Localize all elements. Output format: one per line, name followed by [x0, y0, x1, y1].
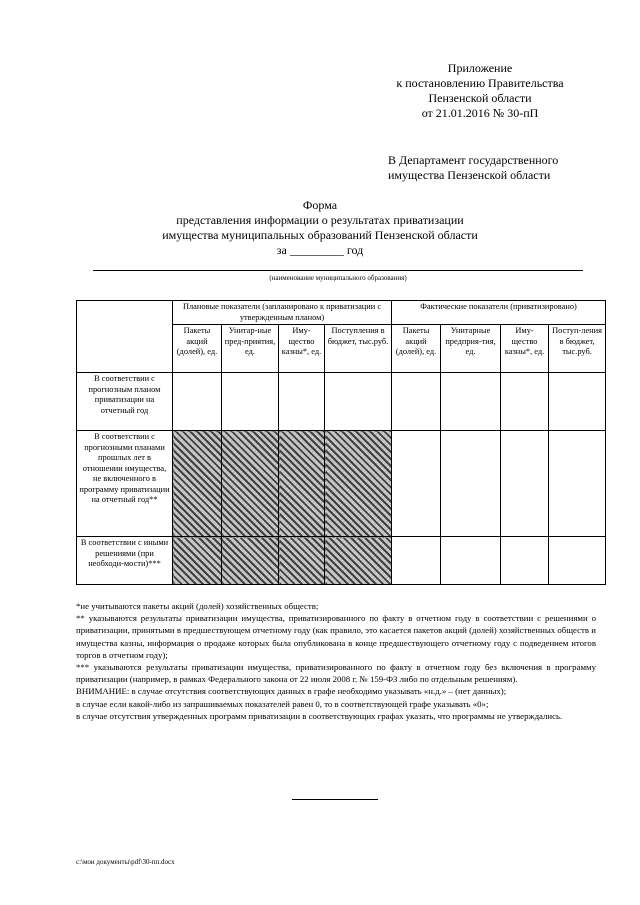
footnotes — [76, 600, 596, 722]
privatization-table — [76, 300, 606, 585]
note-zero-values: в случае если какой-либо из запрашиваемых показателей равен 0, то в соответствующей графе указывать «0»; — [76, 698, 489, 709]
title-line-1: Форма — [302, 198, 338, 212]
note-previous-decisions: ** указываются результаты приватизации имущества, приватизированного по факту в отчетном году в соответствии с решениями о приватизации, принятыми в предшествующем отчетному году (как правило, это касается пакетов акций (долей) хозяйственных обществ и имущества казны, информация о продаже которых была опубликована в конце предшествующего отчетному году с подведением итогов торгов в отчетном году); — [76, 613, 596, 660]
cell-hatched — [173, 537, 222, 585]
title-line-2: представления информации о результатах приватизации — [176, 213, 464, 227]
cell-empty[interactable] — [501, 373, 549, 431]
cell-hatched — [325, 431, 392, 537]
cell-empty[interactable] — [549, 431, 606, 537]
row-label-forecast-plan: В соответствии с прогнозным планом приватизации на отчетный год — [77, 373, 173, 431]
note-treasury: *не учитываются пакеты акций (долей) хозяйственных обществ; — [76, 601, 319, 611]
note-attention: ВНИМАНИЕ: в случае отсутствия соответствующих данных в графе необходимо указывать «н.д.» – (нет данных); — [76, 686, 507, 697]
cell-empty[interactable] — [392, 373, 441, 431]
header-line-1: Приложение — [447, 61, 513, 75]
title-line-3: имущества муниципальных образований Пензенской области — [162, 228, 478, 242]
recipient-line-1: В Департамент государственного — [388, 153, 559, 167]
cell-empty[interactable] — [549, 537, 606, 585]
title-line-4: за _________ год — [276, 243, 364, 257]
actual-col-enterprises: Унитарные предприя-тия, ед. — [441, 325, 501, 373]
planned-col-enterprises: Унитар-ные пред-приятия, ед. — [222, 325, 279, 373]
signature-line — [292, 799, 378, 800]
planned-col-treasury: Иму-щество казны*, ед. — [279, 325, 325, 373]
cell-empty[interactable] — [173, 373, 222, 431]
table-row — [77, 431, 606, 537]
actual-group-header: Фактические показатели (приватизировано) — [392, 301, 606, 325]
row-label-previous-plans: В соответствии с прогнозными планами прошлых лет в отношении имущества, не включенного в программу приватизации на отчетный год** — [77, 431, 173, 537]
table-corner-cell — [77, 301, 173, 373]
actual-col-treasury: Иму-щество казны*, ед. — [501, 325, 549, 373]
cell-empty[interactable] — [392, 537, 441, 585]
cell-empty[interactable] — [441, 373, 501, 431]
cell-empty[interactable] — [549, 373, 606, 431]
cell-hatched — [173, 431, 222, 537]
note-without-program: *** указываются результаты приватизации имущества, приватизированного по факту в отчетном году без включения в программу приватизации (например, в рамках Федерального закона от 22 июля 2008 г. № 159-ФЗ либо по отдельным решениям). — [76, 662, 596, 685]
cell-empty[interactable] — [325, 373, 392, 431]
cell-hatched — [222, 537, 279, 585]
actual-col-shares: Пакеты акций (долей), ед. — [392, 325, 441, 373]
cell-empty[interactable] — [441, 431, 501, 537]
table-row — [77, 537, 606, 585]
table-row — [77, 373, 606, 431]
planned-col-revenue: Поступления в бюджет, тыс.руб. — [325, 325, 392, 373]
cell-empty[interactable] — [392, 431, 441, 537]
cell-empty[interactable] — [501, 537, 549, 585]
row-label-other-decisions: В соответствии с иными решениями (при необходи-мости)*** — [77, 537, 173, 585]
cell-empty[interactable] — [222, 373, 279, 431]
recipient-line-2: имущества Пензенской области — [388, 168, 551, 182]
cell-empty[interactable] — [501, 431, 549, 537]
cell-hatched — [279, 537, 325, 585]
planned-group-header: Плановые показатели (запланировано к приватизации с утвержденным планом) — [173, 301, 392, 325]
actual-col-revenue: Поступ-ления в бюджет, тыс.руб. — [549, 325, 606, 373]
header-line-4: от 21.01.2016 № 30-пП — [421, 106, 539, 120]
municipality-caption: (наименование муниципального образования) — [269, 274, 407, 282]
note-no-programs: в случае отсутствия утвержденных программ приватизации в соответствующих графах указать, что программы не утверждались. — [76, 710, 563, 721]
appendix-header — [380, 61, 580, 121]
cell-hatched — [279, 431, 325, 537]
cell-empty[interactable] — [441, 537, 501, 585]
cell-empty[interactable] — [279, 373, 325, 431]
header-line-2: к постановлению Правительства — [396, 76, 564, 90]
cell-hatched — [222, 431, 279, 537]
planned-col-shares: Пакеты акций (долей), ед. — [173, 325, 222, 373]
municipality-name-line — [93, 270, 583, 271]
recipient-block — [388, 153, 558, 183]
file-path-footer: c:\мои документы\pdf\30-пп.docx — [76, 858, 175, 866]
header-line-3: Пензенской области — [428, 91, 532, 105]
form-title — [0, 198, 640, 258]
cell-hatched — [325, 537, 392, 585]
